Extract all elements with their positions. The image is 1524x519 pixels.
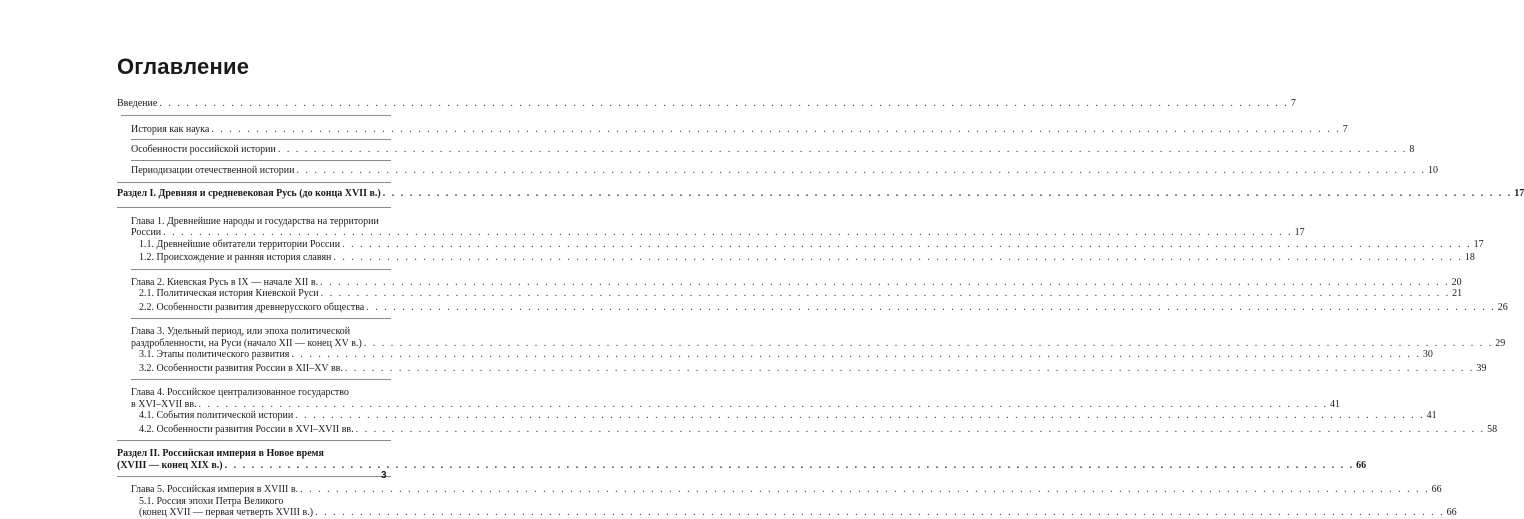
leader-dots: [364, 338, 1494, 350]
leader-dots: [366, 302, 1496, 314]
toc-entry-label: Периодизации отечественной истории: [131, 164, 295, 176]
toc-entry-page: 10: [1427, 164, 1438, 176]
toc-entry-periodization[interactable]: [131, 164, 1438, 177]
toc-entry-line: [131, 227, 1305, 239]
toc-entry-line: [131, 337, 1506, 350]
toc-entry-line: [117, 459, 1367, 472]
toc-entry-page: 39: [1476, 362, 1487, 374]
page-title: Оглавление: [117, 54, 250, 79]
separator-rule: [117, 207, 391, 208]
leader-dots: [342, 239, 1472, 251]
toc-entry-label: в XVI–XVII вв.: [131, 398, 197, 410]
leader-dots: [225, 460, 1355, 472]
toc-entry-russian-history-features[interactable]: [131, 144, 1415, 156]
toc-entry-page: 30: [1422, 349, 1433, 360]
leader-dots: [333, 252, 1463, 264]
leader-dots: [320, 277, 1450, 289]
toc-entry-section-1[interactable]: [117, 188, 1524, 200]
toc-entry-2-2[interactable]: [139, 301, 1508, 314]
separator-rule: [117, 182, 391, 183]
toc-entry-label: 1.1. Древнейшие обитатели территории России: [139, 238, 341, 250]
toc-entry-1-1[interactable]: [139, 238, 1484, 251]
toc-entry-page: 21: [1452, 288, 1463, 299]
separator-rule: [131, 160, 391, 161]
toc-entry-label: Особенности российской истории: [131, 144, 276, 155]
toc-entry-page: 7: [1342, 123, 1348, 135]
toc-entry-label: 5.1. Россия эпохи Петра Великого: [139, 495, 284, 507]
toc-chapter-2[interactable]: [131, 276, 1508, 314]
toc-entry-history-as-science[interactable]: [131, 123, 1348, 136]
separator-rule: [131, 318, 391, 319]
toc-entry-label: Глава 2. Киевская Русь в IX — начале XII в.: [131, 276, 319, 288]
toc-chapter-3[interactable]: [131, 326, 1506, 374]
toc-entry-label: 1.2. Происхождение и ранняя история славян: [139, 252, 332, 263]
toc-entry-1-2[interactable]: [139, 252, 1475, 264]
toc-entry-label: 4.1. События политической истории: [139, 410, 294, 421]
toc-entry-page: 17: [1473, 238, 1484, 250]
chapter-3-paragraphs: [131, 349, 1487, 374]
toc-entry-label: История как наука: [131, 123, 210, 135]
toc-entry-page: 66: [1446, 507, 1457, 518]
separator-rule: [117, 476, 391, 477]
toc-entry-page: 29: [1495, 337, 1506, 349]
leader-dots: [159, 98, 1289, 110]
toc-entry-line: [131, 484, 1442, 496]
toc-entry-page: 66: [1431, 484, 1442, 495]
leader-dots: [383, 188, 1513, 200]
toc-entry-4-1[interactable]: [139, 410, 1437, 422]
toc-entry-page: 7: [1290, 98, 1296, 109]
separator-rule: [131, 379, 391, 380]
leader-dots: [291, 349, 1421, 361]
leader-dots: [345, 363, 1475, 375]
toc-entry-label: 3.1. Этапы политического развития: [139, 349, 290, 360]
toc-entry-label: 2.2. Особенности развития древнерусского общества: [139, 301, 365, 313]
chapter-5-paragraphs: [131, 495, 1457, 519]
toc-entry-intro[interactable]: [117, 98, 1296, 110]
leader-dots: [199, 399, 1329, 411]
leader-dots: [211, 124, 1341, 136]
toc-chapter-5[interactable]: [131, 484, 1457, 519]
toc-entry-line: [131, 276, 1462, 289]
leader-dots: [296, 165, 1426, 177]
leader-dots: [321, 288, 1451, 300]
toc-entry-line: [131, 398, 1341, 411]
toc-entry-page: 20: [1451, 276, 1462, 288]
toc-entry-section-2[interactable]: [117, 448, 1367, 471]
toc-entry-page: 41: [1330, 398, 1341, 410]
leader-dots: [315, 507, 1445, 519]
leader-dots: [300, 484, 1430, 496]
toc-entry-label: Глава 5. Российская империя в XVIII в.: [131, 484, 299, 495]
toc-entry-label: 2.1. Политическая история Киевской Руси: [139, 288, 319, 299]
toc-entry-label: Глава 1. Древнейшие народы и государства на территории: [131, 215, 379, 227]
toc-entry-label: (конец XVII — первая четверть XVIII в.): [139, 507, 314, 518]
toc-entry-label: (XVIII — конец XIX в.): [117, 459, 223, 471]
section-2-chapters: [117, 484, 1457, 519]
toc-entry-3-1[interactable]: [139, 349, 1433, 361]
toc-entry-label: Глава 3. Удельный период, или эпоха политической: [131, 326, 351, 337]
separator-rule: [131, 139, 391, 140]
toc-entry-label: России: [131, 227, 162, 238]
toc-entry-2-1[interactable]: [139, 288, 1463, 300]
chapter-4-paragraphs: [131, 410, 1498, 435]
chapter-2-paragraphs: [131, 288, 1508, 313]
toc-entry-label: Введение: [117, 98, 158, 109]
intro-subsections: [117, 123, 1438, 177]
toc-entry-label: Глава 4. Российское централизованное государство: [131, 387, 349, 398]
page-number: 3: [381, 470, 387, 481]
toc-entry-4-2[interactable]: [139, 423, 1498, 436]
separator-rule: [121, 115, 391, 116]
section-1-chapters: [117, 215, 1508, 436]
toc-entry-page: 58: [1487, 423, 1498, 435]
leader-dots: [295, 410, 1425, 422]
leader-dots: [356, 424, 1486, 436]
separator-rule: [117, 440, 391, 441]
toc-entry-page: 17: [1514, 188, 1524, 199]
leader-dots: [163, 227, 1293, 239]
toc-entry-page: 18: [1464, 252, 1475, 263]
chapter-1-paragraphs: [131, 238, 1484, 264]
toc-entry-page: 26: [1497, 301, 1508, 313]
separator-rule: [131, 269, 391, 270]
toc-entry-page: 17: [1294, 227, 1305, 238]
toc-entry-label: 4.2. Особенности развития России в XVI–XVII вв.: [139, 423, 354, 435]
toc-entry-label: 3.2. Особенности развития России в XII–XV вв.: [139, 362, 343, 374]
toc-entry-3-2[interactable]: [139, 362, 1487, 375]
table-of-contents: [117, 98, 1524, 519]
toc-entry-5-1[interactable]: [139, 507, 1457, 519]
toc-entry-label: Раздел II. Российская империя в Новое время: [117, 448, 324, 459]
toc-entry-page: 8: [1409, 144, 1415, 155]
toc-entry-label: раздробленности, на Руси (начало XII — конец XV в.): [131, 337, 362, 349]
toc-entry-page: 41: [1426, 410, 1437, 421]
toc-entry-page: 66: [1356, 459, 1367, 471]
toc-chapter-4[interactable]: [131, 387, 1498, 435]
toc-entry-label: Раздел I. Древняя и средневековая Русь (до конца XVII в.): [117, 188, 381, 199]
leader-dots: [278, 144, 1408, 156]
toc-chapter-1[interactable]: [131, 215, 1484, 264]
